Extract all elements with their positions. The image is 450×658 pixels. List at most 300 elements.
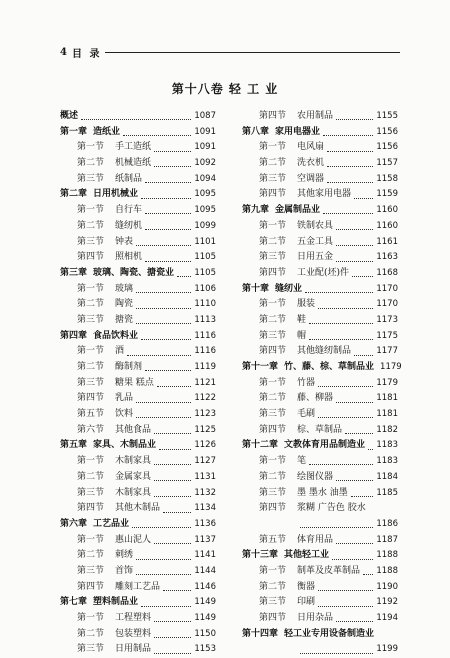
section-title: 铁制农具 [297, 220, 334, 231]
dot-leader [154, 151, 191, 152]
section-number: 第三节 [77, 565, 105, 576]
page-ref: 1187 [376, 534, 398, 545]
section-title: 自行车 [115, 205, 143, 216]
page-ref: 1123 [194, 409, 216, 420]
page-ref: 1161 [376, 236, 398, 247]
page-ref: 1095 [194, 189, 216, 200]
section-number: 第三节 [259, 487, 287, 498]
page-ref: 1186 [376, 518, 398, 529]
page-ref: 1087 [194, 111, 216, 121]
toc-section-entry [242, 219, 398, 235]
page-ref: 1121 [194, 377, 216, 388]
toc-section-entry [60, 219, 216, 235]
section-number: 第五节 [77, 409, 105, 420]
toc-section-entry [242, 423, 398, 439]
toc-entry [60, 109, 216, 125]
section-number: 第二节 [77, 628, 105, 639]
dot-leader [159, 449, 191, 450]
chapter-number: 第一章 [60, 126, 88, 137]
section-number: 第二节 [77, 550, 105, 561]
section-title: 其他家用电器 [297, 189, 352, 200]
section-title: 浆糊 广告色 胶水 [297, 503, 366, 514]
toc-section-entry [60, 486, 216, 502]
section-number: 第四节 [259, 111, 287, 121]
toc-section-entry [60, 235, 216, 251]
section-title: 印刷 [297, 597, 316, 608]
chapter-number: 第十章 [242, 283, 270, 294]
toc-section-entry [60, 501, 216, 517]
page-ref: 1132 [194, 487, 216, 498]
volume-title: 第十八卷 轻 工 业 [171, 82, 279, 96]
page-ref: 1110 [194, 299, 216, 310]
toc-section-entry [242, 329, 398, 345]
chapter-number: 第十一章 [242, 362, 279, 372]
dot-leader [354, 355, 373, 356]
page-ref: 1170 [376, 299, 398, 310]
dot-leader [123, 135, 191, 136]
section-title: 帽 [297, 330, 307, 341]
toc-section-entry [60, 548, 216, 564]
toc-section-entry [242, 407, 398, 423]
chapter-title: 轻工业专用设备制造业 [284, 628, 375, 639]
chapter-number: 第十二章 [242, 440, 279, 451]
section-number: 第四节 [259, 424, 287, 435]
page-ref: 1179 [376, 377, 398, 388]
page-ref: 1159 [376, 189, 398, 200]
page-ref: 1119 [194, 362, 216, 372]
page-ref: 1168 [376, 267, 398, 278]
chapter-number: 第二章 [60, 189, 88, 200]
section-number: 第三节 [77, 377, 105, 388]
section-title: 毛刷 [297, 409, 316, 420]
dot-leader [136, 559, 191, 560]
section-number: 第三节 [77, 487, 105, 498]
chapter-number: 第六章 [60, 518, 88, 529]
page-ref: 1141 [194, 550, 216, 561]
chapter-number: 第三章 [60, 267, 88, 278]
toc-section-entry [242, 266, 398, 282]
dot-leader [309, 339, 373, 340]
page-ref: 1146 [194, 581, 216, 592]
section-title: 绘图仪器 [297, 471, 334, 482]
entry-title: 概述 [60, 111, 79, 121]
section-number: 第四节 [77, 581, 105, 592]
toc-section-entry [60, 533, 216, 549]
toc-chapter-entry [242, 203, 398, 219]
section-number: 第二节 [77, 362, 105, 372]
chapter-title: 塑料制品业 [93, 597, 139, 608]
section-title: 其他缝纫制品 [297, 346, 352, 357]
dot-leader [154, 496, 191, 497]
page-ref: 1192 [376, 597, 398, 608]
toc-section-entry [60, 454, 216, 470]
toc-section-entry [242, 140, 398, 156]
section-number: 第三节 [259, 597, 287, 608]
section-number: 第四节 [259, 613, 287, 623]
section-number: 第一节 [77, 142, 105, 153]
dot-leader [141, 606, 191, 607]
dot-leader [157, 386, 191, 387]
section-title: 日用杂品 [297, 613, 334, 623]
toc-chapter-entry [242, 360, 402, 376]
section-title: 工业配(坯)件 [297, 267, 350, 278]
section-number: 第一节 [259, 142, 287, 153]
section-title: 制革及皮革制品 [297, 565, 361, 576]
dot-leader [136, 574, 191, 575]
page-ref: 1156 [376, 126, 398, 137]
toc-section-entry [242, 501, 398, 517]
dot-leader [141, 198, 191, 199]
section-title: 糖果 糕点 [115, 377, 154, 388]
toc-section-entry [242, 344, 398, 360]
section-title: 包装塑料 [115, 628, 152, 639]
section-number: 第一节 [77, 456, 105, 467]
page-ref: 1105 [194, 267, 216, 278]
section-title: 木制家具 [115, 487, 152, 498]
page-ref: 1194 [376, 613, 398, 623]
chapter-title: 金属制品业 [275, 205, 321, 216]
dot-leader [309, 323, 373, 324]
section-number: 第二节 [77, 471, 105, 482]
dot-leader [154, 166, 191, 167]
page-ref: 1181 [376, 393, 398, 404]
dot-leader [136, 417, 191, 418]
dot-leader [145, 261, 191, 262]
section-number: 第四节 [77, 393, 105, 404]
section-title: 酒 [115, 346, 125, 357]
dot-leader [154, 637, 191, 638]
toc-section-entry [60, 423, 216, 439]
toc-section-entry [60, 250, 216, 266]
section-title: 日用五金 [297, 252, 334, 263]
toc-chapter-entry [60, 125, 216, 141]
page-ref: 1185 [376, 487, 398, 498]
chapter-number: 第七章 [60, 597, 88, 608]
toc-section-entry [242, 109, 398, 125]
toc-section-entry [60, 203, 216, 219]
section-number: 第一节 [77, 283, 105, 294]
dot-leader [81, 119, 191, 120]
section-title: 陶瓷 [115, 299, 134, 310]
page-ref: 1179 [380, 362, 402, 372]
dot-leader [336, 245, 373, 246]
dot-leader [300, 527, 373, 528]
section-number: 第三节 [259, 330, 287, 341]
toc-section-entry [242, 313, 398, 329]
page-ref: 1150 [194, 628, 216, 639]
chapter-title: 造纸业 [93, 126, 121, 137]
section-number: 第三节 [259, 409, 287, 420]
dot-leader [336, 261, 373, 262]
section-title: 墨 墨水 油墨 [297, 487, 348, 498]
toc-chapter-entry [60, 329, 216, 345]
toc-chapter-entry [60, 517, 216, 533]
page-ref: 1163 [376, 252, 398, 263]
page-ref: 1105 [194, 252, 216, 263]
page-ref: 1091 [194, 142, 216, 153]
section-title: 笔 [297, 456, 307, 467]
chapter-number: 第八章 [242, 126, 270, 137]
page-ref: 1173 [376, 314, 398, 325]
toc-section-entry [242, 391, 398, 407]
section-number: 第二节 [259, 158, 287, 169]
toc-section-entry [242, 470, 398, 486]
toc-section-entry [242, 564, 398, 580]
page-number: 4 [60, 46, 67, 58]
section-title: 藤、柳器 [297, 393, 334, 404]
section-number: 第四节 [259, 503, 287, 514]
page-ref: 1183 [376, 440, 398, 451]
page-ref: 1092 [194, 158, 216, 169]
toc-section-entry [60, 156, 216, 172]
dot-leader [136, 323, 191, 324]
section-number: 第二节 [259, 471, 287, 482]
dot-leader [145, 370, 191, 371]
header-label: 目 录 [71, 48, 102, 60]
section-title: 纸制品 [115, 173, 143, 184]
page-ref: 1153 [194, 644, 216, 655]
section-title: 钟表 [115, 236, 134, 247]
section-number: 第三节 [259, 173, 287, 184]
chapter-number: 第十四章 [242, 628, 279, 639]
toc-section-entry [60, 313, 216, 329]
section-number: 第三节 [77, 644, 105, 655]
chapter-title: 其他轻工业 [284, 550, 330, 561]
running-header [60, 46, 400, 58]
section-number: 第三节 [77, 236, 105, 247]
toc-chapter-entry [242, 548, 398, 564]
dot-leader [154, 653, 191, 654]
toc-section-entry [60, 627, 216, 643]
toc-chapter-entry [242, 125, 398, 141]
section-title: 乳品 [115, 393, 134, 404]
toc-section-entry [242, 235, 398, 251]
dot-leader [318, 606, 373, 607]
toc-section-entry [60, 470, 216, 486]
toc-section-entry [242, 172, 398, 188]
section-number: 第二节 [77, 299, 105, 310]
dot-leader [154, 480, 191, 481]
toc-section-entry [242, 486, 398, 502]
page-ref: 1181 [376, 409, 398, 420]
toc-section-entry [242, 297, 398, 313]
page-ref: 1160 [376, 220, 398, 231]
dot-leader [318, 308, 373, 309]
dot-leader [318, 417, 373, 418]
section-number: 第四节 [259, 267, 287, 278]
page-ref: 1183 [376, 456, 398, 467]
section-title: 机械造纸 [115, 158, 152, 169]
section-title: 金属家具 [115, 471, 152, 482]
section-title: 空调器 [297, 173, 325, 184]
chapter-number: 第五章 [60, 440, 88, 451]
page-ref: 1160 [376, 205, 398, 216]
dot-leader [354, 198, 373, 199]
toc-section-entry [242, 156, 398, 172]
dot-leader [327, 166, 373, 167]
section-number: 第一节 [259, 377, 287, 388]
section-title: 体育用品 [297, 534, 334, 545]
toc-chapter-entry [242, 627, 398, 643]
toc-section-entry [60, 376, 216, 392]
section-title: 玻璃 [115, 283, 134, 294]
dot-leader [336, 229, 373, 230]
toc-section-entry [60, 360, 216, 376]
section-title: 搪瓷 [115, 314, 134, 325]
chapter-title: 文教体育用品制造业 [284, 440, 366, 451]
chapter-title: 工艺品业 [93, 518, 130, 529]
section-title: 缝纫机 [115, 220, 143, 231]
toc-left-column [60, 109, 216, 658]
dot-leader [345, 433, 373, 434]
section-number: 第二节 [259, 236, 287, 247]
toc-section-entry [242, 250, 398, 266]
chapter-title: 缝纫业 [275, 283, 303, 294]
section-number: 第一节 [259, 565, 287, 576]
toc-section-entry [60, 344, 216, 360]
dot-leader [336, 543, 373, 544]
toc-section-entry [60, 172, 216, 188]
dot-leader [136, 402, 191, 403]
dot-leader [332, 559, 373, 560]
page-ref: 1094 [194, 173, 216, 184]
page-ref: 1182 [376, 424, 398, 435]
page-ref: 1190 [376, 581, 398, 592]
page-ref: 1106 [194, 283, 216, 294]
toc-chapter-entry [60, 187, 216, 203]
chapter-title: 日用机械业 [93, 189, 139, 200]
section-title: 日用制品 [115, 644, 152, 655]
section-title: 服装 [297, 299, 316, 310]
section-number: 第一节 [259, 220, 287, 231]
dot-leader [305, 292, 373, 293]
toc-section-entry [60, 564, 216, 580]
section-number: 第三节 [77, 314, 105, 325]
toc-section-entry [60, 580, 216, 596]
section-number: 第四节 [259, 346, 287, 357]
section-title: 惠山泥人 [115, 534, 152, 545]
page-ref: 1188 [376, 565, 398, 576]
section-number: 第五节 [259, 534, 287, 545]
page-ref: 1116 [194, 346, 216, 357]
section-title: 雕刻工艺品 [115, 581, 161, 592]
section-number: 第一节 [77, 346, 105, 357]
section-title: 其他食品 [115, 424, 152, 435]
section-number: 第六节 [77, 424, 105, 435]
section-number: 第四节 [259, 189, 287, 200]
chapter-number: 第十三章 [242, 550, 279, 561]
page-ref: 1099 [194, 220, 216, 231]
toc-section-entry [242, 595, 398, 611]
dot-leader [132, 527, 191, 528]
dot-leader [177, 276, 191, 277]
toc-section-entry [242, 611, 398, 627]
dot-leader [127, 355, 191, 356]
section-title: 其他木制品 [115, 503, 161, 514]
chapter-number: 第四章 [60, 330, 88, 341]
section-number: 第二节 [259, 393, 287, 404]
page-ref: 1136 [194, 518, 216, 529]
page-ref: 1156 [376, 142, 398, 153]
page-ref: 1184 [376, 471, 398, 482]
toc-chapter-entry [60, 438, 216, 454]
dot-leader [154, 433, 191, 434]
toc-section-entry [60, 642, 216, 658]
section-number: 第三节 [77, 173, 105, 184]
section-title: 衡器 [297, 581, 316, 592]
page-ref: 1157 [376, 158, 398, 169]
dot-leader [154, 543, 191, 544]
section-title: 木制家具 [115, 456, 152, 467]
page-ref: 1101 [194, 236, 216, 247]
dot-leader [323, 135, 373, 136]
toc-section-entry [60, 407, 216, 423]
toc-entry [242, 642, 398, 658]
page-ref: 1177 [376, 346, 398, 357]
section-title: 农用制品 [297, 111, 334, 121]
section-number: 第二节 [77, 220, 105, 231]
page-ref: 1137 [194, 534, 216, 545]
page-ref: 1122 [194, 393, 216, 404]
dot-leader [336, 621, 373, 622]
section-title: 棕、草制品 [297, 424, 343, 435]
section-title: 竹器 [297, 377, 316, 388]
toc-section-entry [60, 297, 216, 313]
toc-chapter-entry [60, 266, 216, 282]
toc-section-entry [60, 282, 216, 298]
dot-leader [327, 151, 373, 152]
page-ref: 1170 [376, 283, 398, 294]
dot-leader [318, 386, 373, 387]
dot-leader [163, 590, 191, 591]
section-title: 鞋 [297, 314, 307, 325]
chapter-title: 家用电器业 [275, 126, 321, 137]
dot-leader [300, 653, 373, 654]
toc-section-entry [242, 187, 398, 203]
section-number: 第二节 [259, 314, 287, 325]
page-ref: 1127 [194, 456, 216, 467]
dot-leader [336, 119, 373, 120]
page-ref: 1188 [376, 550, 398, 561]
page-ref: 1113 [194, 314, 216, 325]
page-ref: 1158 [376, 173, 398, 184]
dot-leader [141, 339, 191, 340]
toc-section-entry [242, 376, 398, 392]
section-number: 第四节 [77, 252, 105, 263]
dot-leader [336, 402, 373, 403]
section-title: 洗衣机 [297, 158, 325, 169]
toc-section-entry [242, 533, 398, 549]
dot-leader [154, 621, 191, 622]
chapter-number: 第九章 [242, 205, 270, 216]
toc-chapter-entry [60, 595, 216, 611]
header-rule [105, 52, 400, 53]
page-ref: 1144 [194, 565, 216, 576]
page-ref: 1131 [194, 471, 216, 482]
section-number: 第二节 [259, 581, 287, 592]
toc-section-entry [242, 454, 398, 470]
page-ref: 1095 [194, 205, 216, 216]
dot-leader [136, 245, 191, 246]
dot-leader [145, 182, 191, 183]
section-number: 第一节 [259, 299, 287, 310]
toc-section-entry [242, 580, 398, 596]
section-number: 第一节 [77, 613, 105, 623]
toc-section-entry [60, 391, 216, 407]
dot-leader [145, 213, 191, 214]
toc-chapter-entry [242, 438, 398, 454]
section-number: 第二节 [77, 158, 105, 169]
